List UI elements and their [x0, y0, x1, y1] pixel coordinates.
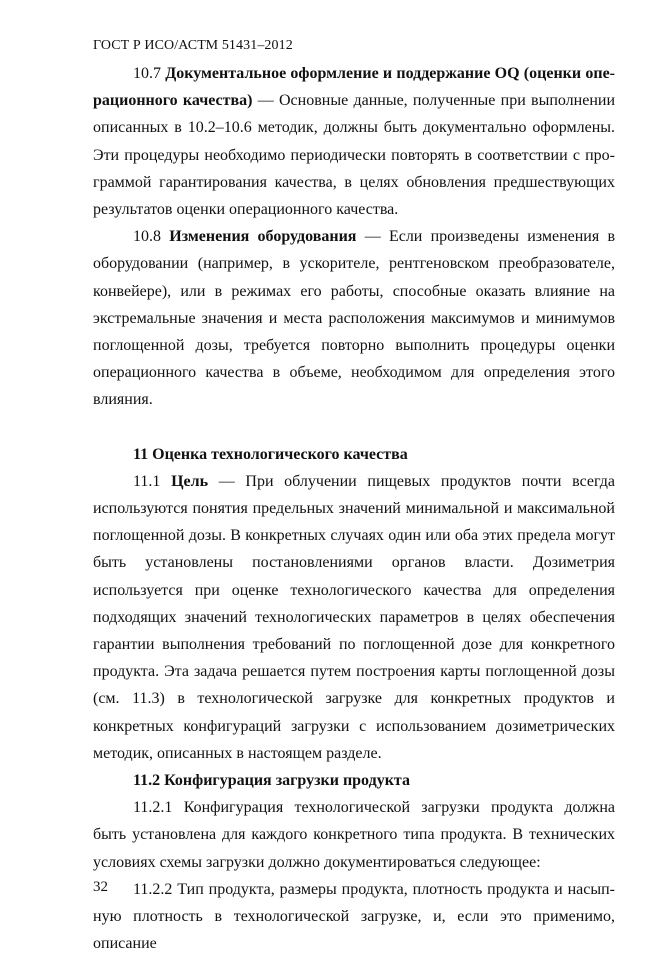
clause-number: 10.7: [133, 65, 161, 82]
paragraph-11-2-1: 11.2.1 Конфигурация технологической загрузки продукта должна быть установлена для каждого конкретного типа продукта. В технических условиях схемы загрузки должно документироваться следующее:: [93, 799, 615, 871]
paragraph-10-7: [93, 60, 615, 223]
paragraph-11-2-2: 11.2.2 Тип продукта, размеры продукта, плотность продукта и насыпную плотность в технологической загрузке, и, если это применимо, описание: [93, 880, 615, 953]
standard-header: ГОСТ Р ИСО/АСТМ 51431–2012: [93, 38, 293, 53]
clause-title: Цель: [171, 472, 209, 490]
paragraph-10-8: [93, 223, 615, 413]
clause-title: Изменения оборудования: [169, 228, 357, 246]
clause-title: Документальное оформление и поддержание OQ (оценки операционного качества): [93, 65, 615, 110]
section-heading-11-2: 11.2 Конфигурация загрузки продукта: [133, 772, 410, 790]
paragraph-11-1: [93, 468, 615, 767]
clause-number: 10.8: [133, 228, 161, 246]
document-body: [93, 60, 615, 958]
page-number: 32: [93, 879, 108, 895]
clause-number: 11.1: [133, 472, 161, 490]
clause-text: — Если произведены изменения в оборудовании (например, в ускорителе, рентгеновском преобразователе, конвейере), или в режимах его работы, способные оказать влияние на экстремальные значения и места расположения максимумов и минимумов поглощенной дозы, требуется повторно выполнить процедуры оценки операционного качества в объеме, необходимом для определения этого влияния.: [93, 228, 616, 409]
section-heading-11: 11 Оценка технологического качества: [133, 445, 408, 463]
section-gap: [93, 414, 615, 441]
clause-text: — Основные данные, полученные при выполнении описанных в 10.2–10.6 методик, должны быть документально оформлены. Эти процедуры необходимо периодически повторять в соответствии с программой гарантирования качества, в целях обновления предшествующих результатов оценки операционного качества.: [93, 92, 616, 219]
clause-text: — При облучении пищевых продуктов почти всегда используются понятия предельных значений минимальной и максимальной поглощенной дозы. В конкретных случаях один или оба этих предела могут быть установлены постановлениями органов власти. Дозиметрия используется при оценке технологического качества для определения подходящих значений технологических параметров в целях обеспечения гарантии выполнения требований по поглощенной дозе для конкретного продукта. Эта задача решается путем построения карты поглощенной дозы (см. 11.3) в технологической загрузке для конкретных продуктов и конкретных конфигураций загрузки с использованием дозиметрических методик, описанных в настоящем разделе.: [93, 472, 616, 762]
